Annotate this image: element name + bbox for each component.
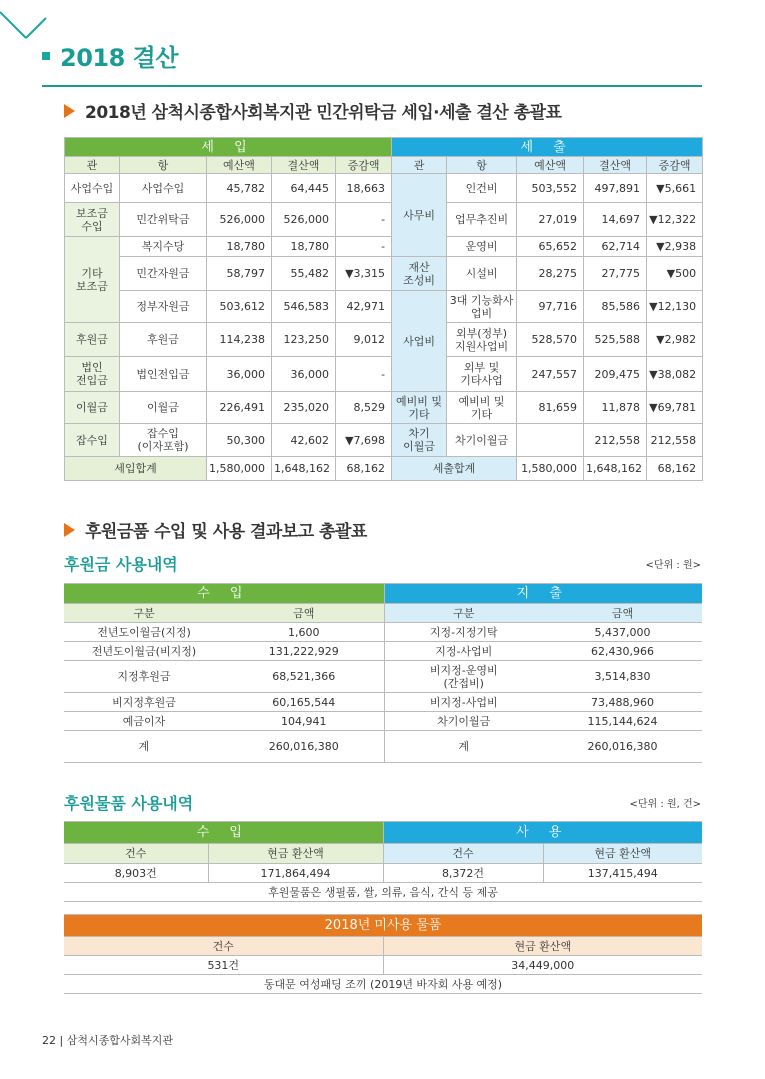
cell: 68,162	[336, 457, 392, 481]
unit-label: <단위 : 원>	[645, 560, 701, 571]
cell: 지정-지정기탁	[384, 623, 543, 642]
cell: 1,580,000	[207, 457, 272, 481]
income-header: 세 입	[65, 138, 392, 157]
page-number: 22	[42, 1034, 56, 1047]
cell: 115,144,624	[543, 712, 702, 731]
cell: 65,652	[517, 237, 584, 257]
cell: 비지정-사업비	[384, 693, 543, 712]
corner-decoration	[0, 0, 60, 40]
cell: 62,714	[584, 237, 647, 257]
use-header: 사 용	[383, 822, 702, 844]
page-title: 2018 결산	[42, 38, 178, 73]
col-header: 구분	[64, 604, 224, 623]
cell: 정부자원금	[120, 291, 207, 323]
expense-header: 세 출	[392, 138, 703, 157]
cell: 503,612	[207, 291, 272, 323]
cell: ▼5,661	[647, 174, 703, 203]
cell: ▼7,698	[336, 424, 392, 457]
triangle-bullet-icon	[64, 104, 75, 118]
col-header: 건수	[64, 937, 383, 956]
col-header: 예산액	[207, 157, 272, 174]
cell: 외부(정부) 지원사업비	[447, 323, 517, 357]
cell: 지정후원금	[64, 661, 224, 693]
cell: 계	[64, 731, 224, 763]
col-header: 구분	[384, 604, 543, 623]
title-rule	[42, 85, 702, 87]
cell: 546,583	[272, 291, 336, 323]
cell: 260,016,380	[543, 731, 702, 763]
cell: 212,558	[647, 424, 703, 457]
goods-note: 후원물품은 생필품, 쌀, 의류, 음식, 간식 등 제공	[64, 883, 702, 902]
expense-total-label: 세출합계	[392, 457, 517, 481]
cell: 526,000	[272, 203, 336, 237]
cell: 복지수당	[120, 237, 207, 257]
cell: 이월금	[65, 392, 120, 424]
cell: 5,437,000	[543, 623, 702, 642]
cell: 시설비	[447, 257, 517, 291]
cell: 8,529	[336, 392, 392, 424]
cell: 법인전입금	[120, 357, 207, 392]
cell: 526,000	[207, 203, 272, 237]
cell: 비지정-운영비 (간접비)	[384, 661, 543, 693]
cell: -	[336, 357, 392, 392]
cell: ▼12,130	[647, 291, 703, 323]
cell: 209,475	[584, 357, 647, 392]
cell: 사업수입	[65, 174, 120, 203]
cell: 18,663	[336, 174, 392, 203]
cell: 171,864,494	[208, 864, 383, 883]
cell: 247,557	[517, 357, 584, 392]
cell: 42,602	[272, 424, 336, 457]
section2-title: 후원금품 수입 및 사용 결과보고 총괄표	[64, 517, 367, 542]
cell: 58,797	[207, 257, 272, 291]
cell: 전년도이월금(비지정)	[64, 642, 224, 661]
footer: 22 | 삼척시종합사회복지관	[42, 1034, 173, 1047]
col-header: 결산액	[584, 157, 647, 174]
cell: 42,971	[336, 291, 392, 323]
cell: 법인 전입금	[65, 357, 120, 392]
cell: 123,250	[272, 323, 336, 357]
cell: 업무추진비	[447, 203, 517, 237]
cell: 차기 이월금	[392, 424, 447, 457]
cell: 사업수입	[120, 174, 207, 203]
cell	[517, 424, 584, 457]
donation-goods-table	[64, 821, 702, 902]
cell: 비지정후원금	[64, 693, 224, 712]
cell: 212,558	[584, 424, 647, 457]
cell: 50,300	[207, 424, 272, 457]
cell: 1,600	[224, 623, 384, 642]
cell: 3대 기능화사 업비	[447, 291, 517, 323]
cell: 민간자원금	[120, 257, 207, 291]
income-header: 수 입	[64, 822, 383, 844]
cell: 재산 조성비	[392, 257, 447, 291]
cell: 68,521,366	[224, 661, 384, 693]
cell: 계	[384, 731, 543, 763]
col-header: 현금 환산액	[208, 844, 383, 864]
triangle-bullet-icon	[64, 523, 75, 537]
cell: 인건비	[447, 174, 517, 203]
cell: 1,648,162	[584, 457, 647, 481]
cell: 보조금 수입	[65, 203, 120, 237]
col-header: 금액	[224, 604, 384, 623]
cell: 전년도이월금(지정)	[64, 623, 224, 642]
cell: 27,019	[517, 203, 584, 237]
cell: 1,648,162	[272, 457, 336, 481]
cell: 68,162	[647, 457, 703, 481]
unused-goods-table	[64, 914, 702, 994]
col-header: 항	[447, 157, 517, 174]
cell: 18,780	[207, 237, 272, 257]
expense-header: 지 출	[384, 584, 702, 604]
footer-org: 삼척시종합사회복지관	[66, 1034, 173, 1047]
cell: 36,000	[272, 357, 336, 392]
cell: 64,445	[272, 174, 336, 203]
cell: 18,780	[272, 237, 336, 257]
cell: 137,415,494	[543, 864, 702, 883]
cell: 1,580,000	[517, 457, 584, 481]
cell: 이월금	[120, 392, 207, 424]
cell: 226,491	[207, 392, 272, 424]
cell: 사무비	[392, 174, 447, 257]
budget-settlement-table	[64, 137, 703, 481]
cell: 73,488,960	[543, 693, 702, 712]
cell: 기타 보조금	[65, 237, 120, 323]
cell: 528,570	[517, 323, 584, 357]
cell: ▼500	[647, 257, 703, 291]
cell: 104,941	[224, 712, 384, 731]
cell: 34,449,000	[383, 956, 702, 975]
cell: 62,430,966	[543, 642, 702, 661]
col-header: 금액	[543, 604, 702, 623]
cell: 503,552	[517, 174, 584, 203]
col-header: 관	[392, 157, 447, 174]
section1-title: 2018년 삼척시종합사회복지관 민간위탁금 세입·세출 결산 총괄표	[64, 98, 561, 123]
cell: 예비비 및 기타	[392, 392, 447, 424]
cell: 81,659	[517, 392, 584, 424]
cell: 531건	[64, 956, 383, 975]
cell: 260,016,380	[224, 731, 384, 763]
cell: 131,222,929	[224, 642, 384, 661]
income-header: 수 입	[64, 584, 384, 604]
cell: 민간위탁금	[120, 203, 207, 237]
cell: 후원금	[65, 323, 120, 357]
cell: ▼2,938	[647, 237, 703, 257]
cell: 114,238	[207, 323, 272, 357]
cell: 27,775	[584, 257, 647, 291]
cell: 235,020	[272, 392, 336, 424]
cell: 운영비	[447, 237, 517, 257]
col-header: 관	[65, 157, 120, 174]
col-header: 항	[120, 157, 207, 174]
cell: ▼38,082	[647, 357, 703, 392]
cell: 차기이월금	[384, 712, 543, 731]
cell: 잡수입 (이자포함)	[120, 424, 207, 457]
donation-goods-subtitle: 후원물품 사용내역	[64, 794, 194, 813]
col-header: 현금 환산액	[383, 937, 702, 956]
donation-money-subtitle: 후원금 사용내역	[64, 555, 178, 574]
col-header: 건수	[64, 844, 208, 864]
cell: 사업비	[392, 291, 447, 392]
cell: 잡수입	[65, 424, 120, 457]
cell: 11,878	[584, 392, 647, 424]
cell: 3,514,830	[543, 661, 702, 693]
cell: 55,482	[272, 257, 336, 291]
cell: 지정-사업비	[384, 642, 543, 661]
cell: ▼12,322	[647, 203, 703, 237]
cell: 97,716	[517, 291, 584, 323]
unused-header: 2018년 미사용 물품	[64, 915, 702, 937]
unit-label: <단위 : 원, 건>	[629, 799, 701, 810]
donation-money-table	[64, 583, 702, 763]
unused-note: 동대문 여성패딩 조끼 (2019년 바자회 사용 예정)	[64, 975, 702, 994]
cell: 예비비 및 기타	[447, 392, 517, 424]
cell: -	[336, 203, 392, 237]
col-header: 건수	[383, 844, 543, 864]
cell: ▼2,982	[647, 323, 703, 357]
cell: 8,372건	[383, 864, 543, 883]
cell: 525,588	[584, 323, 647, 357]
col-header: 증감액	[336, 157, 392, 174]
cell: ▼69,781	[647, 392, 703, 424]
cell: -	[336, 237, 392, 257]
cell: 60,165,544	[224, 693, 384, 712]
cell: 85,586	[584, 291, 647, 323]
cell: 45,782	[207, 174, 272, 203]
col-header: 결산액	[272, 157, 336, 174]
col-header: 현금 환산액	[543, 844, 702, 864]
cell: ▼3,315	[336, 257, 392, 291]
cell: 28,275	[517, 257, 584, 291]
cell: 9,012	[336, 323, 392, 357]
cell: 예금이자	[64, 712, 224, 731]
cell: 14,697	[584, 203, 647, 237]
income-total-label: 세입합계	[65, 457, 207, 481]
cell: 497,891	[584, 174, 647, 203]
cell: 후원금	[120, 323, 207, 357]
cell: 차기이월금	[447, 424, 517, 457]
title-square-icon	[42, 52, 50, 60]
col-header: 예산액	[517, 157, 584, 174]
cell: 36,000	[207, 357, 272, 392]
cell: 외부 및 기타사업	[447, 357, 517, 392]
cell: 8,903건	[64, 864, 208, 883]
col-header: 증감액	[647, 157, 703, 174]
